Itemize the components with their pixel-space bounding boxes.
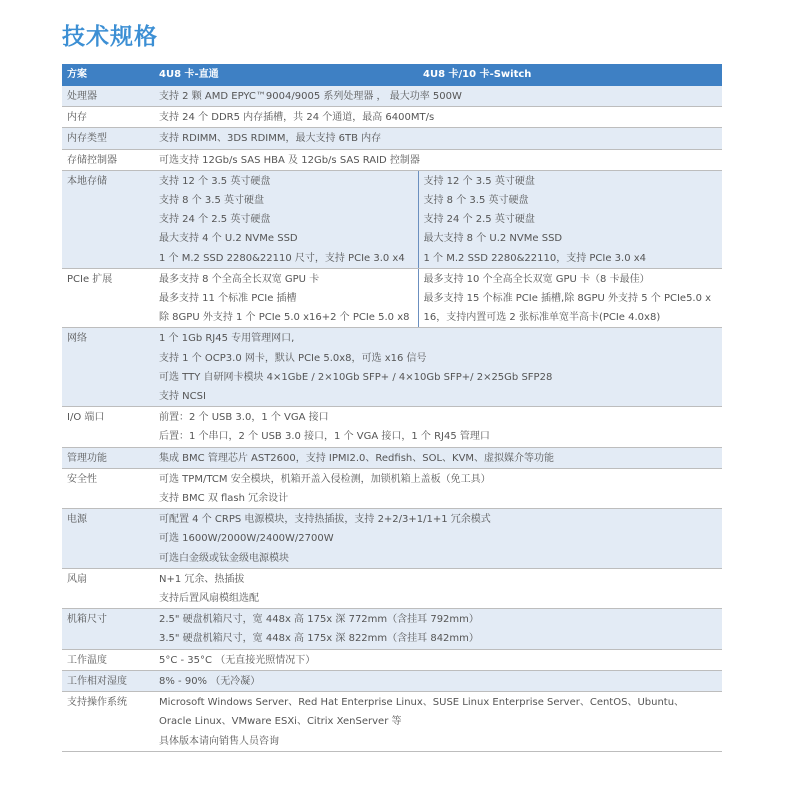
row-value [154, 568, 722, 608]
row-storage-controller [62, 149, 722, 170]
spec-line: 3.5" 硬盘机箱尺寸，宽 448x 高 175x 深 822mm（含挂耳 842mm） [159, 633, 479, 645]
row-security [62, 468, 722, 508]
header-direct: 4U8 卡-直通 [154, 64, 418, 86]
row-value [154, 328, 722, 407]
page-title: 技术规格 [62, 24, 158, 50]
header-scheme: 方案 [62, 64, 154, 86]
spec-line: 最大支持 4 个 U.2 NVMe SSD [159, 233, 298, 245]
spec-line: 支持 8 个 3.5 英寸硬盘 [159, 195, 264, 207]
row-label: 内存类型 [62, 128, 154, 149]
row-cpu [62, 86, 722, 107]
row-label: 机箱尺寸 [62, 609, 154, 649]
row-label: 支持操作系统 [62, 692, 154, 752]
row-chassis [62, 609, 722, 649]
pcie-direct [154, 268, 418, 328]
row-humidity [62, 670, 722, 691]
row-power [62, 509, 722, 569]
row-pcie [62, 268, 722, 328]
spec-line: 可选 TTY 自研网卡模块 4×1GbE / 2×10Gb SFP+ / 4×10Gb SFP+/ 2×25Gb SFP28 [159, 371, 553, 383]
row-label: 工作温度 [62, 649, 154, 670]
spec-line: 最大支持 8 个 U.2 NVMe SSD [423, 233, 563, 245]
spec-line: Oracle Linux、VMware ESXi、Citrix XenServer 等 [159, 716, 402, 728]
spec-line: 最多支持 10 个全高全长双宽 GPU 卡（8 卡最佳） [423, 273, 650, 285]
row-label: 内存 [62, 107, 154, 128]
row-temperature [62, 649, 722, 670]
local-storage-switch [418, 170, 722, 268]
spec-line: 支持 1 个 OCP3.0 网卡，默认 PCIe 5.0x8，可选 x16 信号 [159, 352, 427, 364]
spec-line: 支持 12 个 3.5 英寸硬盘 [159, 175, 271, 187]
row-label: PCIe 扩展 [62, 268, 154, 328]
spec-line: 可选白金级或钛金级电源模块 [159, 552, 289, 564]
row-label: 网络 [62, 328, 154, 407]
row-os [62, 692, 722, 752]
row-fan [62, 568, 722, 608]
spec-line: 1 个 1Gb RJ45 专用管理网口, [159, 333, 295, 345]
row-value: 支持 24 个 DDR5 内存插槽，共 24 个通道，最高 6400MT/s [154, 107, 722, 128]
header-switch: 4U8 卡/10 卡-Switch [418, 64, 722, 86]
row-value [154, 407, 722, 447]
row-value [154, 609, 722, 649]
row-value [154, 509, 722, 569]
spec-line: 1 个 M.2 SSD 2280&22110 尺寸，支持 PCIe 3.0 x4 [159, 252, 405, 264]
row-value: 8% - 90% （无冷凝） [154, 670, 722, 691]
row-value: 支持 RDIMM、3DS RDIMM，最大支持 6TB 内存 [154, 128, 722, 149]
row-value: 可选支持 12Gb/s SAS HBA 及 12Gb/s SAS RAID 控制器 [154, 149, 722, 170]
spec-line: 1 个 M.2 SSD 2280&22110，支持 PCIe 3.0 x4 [423, 252, 647, 264]
row-io [62, 407, 722, 447]
spec-line: 支持 12 个 3.5 英寸硬盘 [423, 175, 535, 187]
row-label: 本地存储 [62, 170, 154, 268]
row-value [154, 692, 722, 752]
row-label: 存储控制器 [62, 149, 154, 170]
table-header [62, 64, 722, 86]
spec-line: 支持 8 个 3.5 英寸硬盘 [423, 195, 529, 207]
row-local-storage [62, 170, 722, 268]
spec-line: 最多支持 11 个标准 PCIe 插槽 [159, 293, 297, 305]
spec-line: 最多支持 8 个全高全长双宽 GPU 卡 [159, 273, 320, 285]
row-label: 安全性 [62, 468, 154, 508]
row-value [154, 468, 722, 508]
row-network [62, 328, 722, 407]
spec-line: 可选 TPM/TCM 安全模块，机箱开盖入侵检测，加锁机箱上盖板（免工具） [159, 473, 491, 485]
row-value: 集成 BMC 管理芯片 AST2600，支持 IPMI2.0、Redfish、SOL、KVM、虚拟媒介等功能 [154, 447, 722, 468]
spec-line: N+1 冗余、热插拔 [159, 573, 245, 585]
spec-line: 可选 1600W/2000W/2400W/2700W [159, 533, 334, 545]
spec-line: 支持 24 个 2.5 英寸硬盘 [159, 214, 271, 226]
row-label: 管理功能 [62, 447, 154, 468]
row-label: I/O 端口 [62, 407, 154, 447]
row-label: 风扇 [62, 568, 154, 608]
row-label: 处理器 [62, 86, 154, 107]
spec-line: 后置：1 个串口，2 个 USB 3.0 接口，1 个 VGA 接口，1 个 RJ45 管理口 [159, 431, 490, 443]
spec-line: 最多支持 15 个标准 PCIe 插槽,除 8GPU 外支持 5 个 PCIe5.0 x16，支持内置可选 2 张标准单宽半高卡(PCIe 4.0x8) [423, 293, 712, 324]
row-value: 5°C - 35°C （无直接光照情况下） [154, 649, 722, 670]
row-memtype [62, 128, 722, 149]
spec-line: 除 8GPU 外支持 1 个 PCIe 5.0 x16+2 个 PCIe 5.0 x8 [159, 312, 410, 324]
row-label: 电源 [62, 509, 154, 569]
spec-table [62, 64, 722, 752]
spec-line: 支持 BMC 双 flash 冗余设计 [159, 493, 289, 505]
spec-line: 支持 24 个 2.5 英寸硬盘 [423, 214, 535, 226]
pcie-switch [418, 268, 722, 328]
spec-line: 具体版本请向销售人员咨询 [159, 735, 279, 747]
row-management [62, 447, 722, 468]
row-value: 支持 2 颗 AMD EPYC™9004/9005 系列处理器 ， 最大功率 500W [154, 86, 722, 107]
spec-line: 可配置 4 个 CRPS 电源模块，支持热插拔，支持 2+2/3+1/1+1 冗余模式 [159, 514, 491, 526]
spec-line: 支持 NCSI [159, 391, 206, 403]
spec-line: Microsoft Windows Server、Red Hat Enterprise Linux、SUSE Linux Enterprise Server、CentOS、Ubuntu、 [159, 697, 685, 709]
local-storage-direct [154, 170, 418, 268]
row-memory [62, 107, 722, 128]
spec-line: 2.5" 硬盘机箱尺寸，宽 448x 高 175x 深 772mm（含挂耳 792mm） [159, 614, 479, 626]
row-label: 工作相对湿度 [62, 670, 154, 691]
spec-line: 前置：2 个 USB 3.0，1 个 VGA 接口 [159, 412, 329, 424]
spec-line: 支持后置风扇模组选配 [159, 593, 259, 605]
